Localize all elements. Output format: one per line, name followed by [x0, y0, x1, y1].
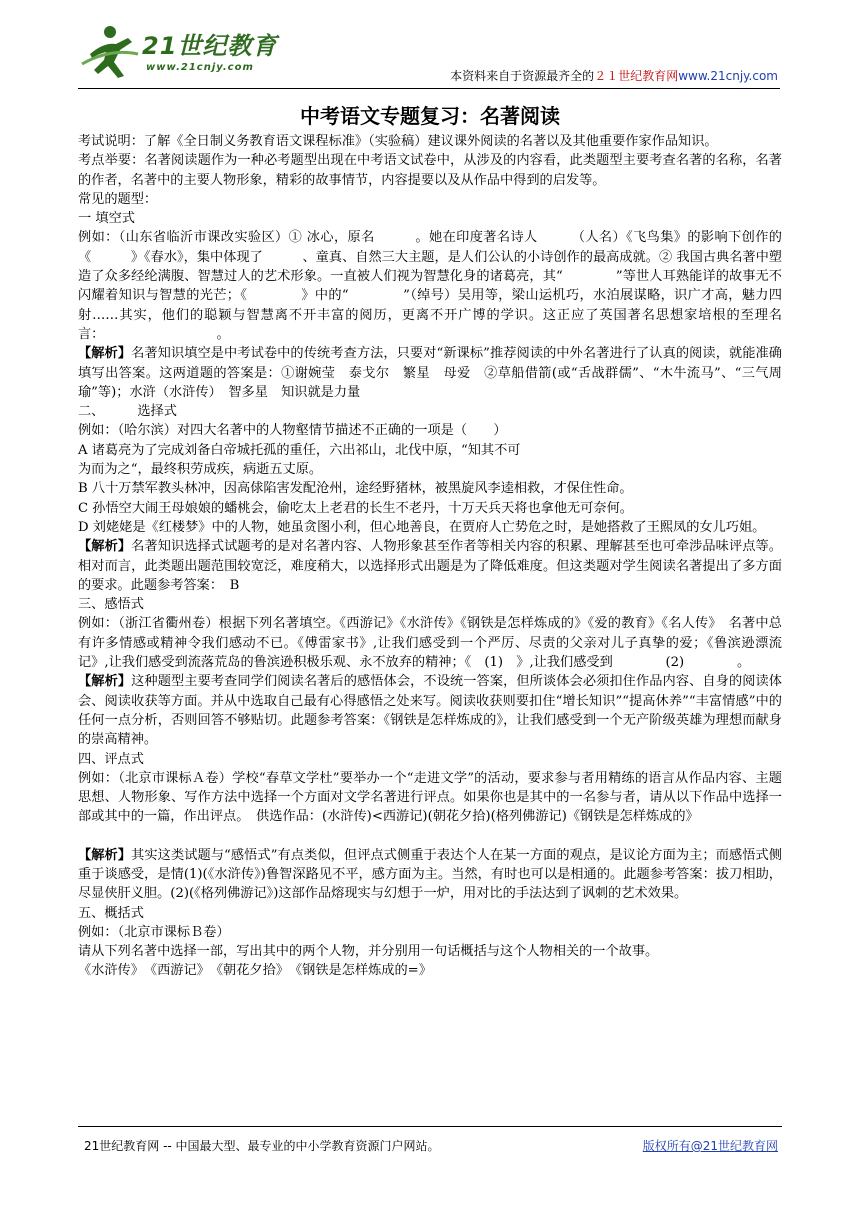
- analysis-label: 【解析】: [78, 674, 132, 690]
- analysis-paragraph: 【解析】其实这类试题与“感悟式”有点类似，但评点式侧重于表达个人在某一方面的观点，是议论方面为主；而感悟式侧重于谈感受，是情(1)(《水浒传》)鲁智深路见不平，感方面为主。当然，有时也可以是相通的。此题参考答案：拔刀相助，尽显侠肝义胆。(2)(《格列佛游记》)这部作品熔现实与幻想于一炉，用对比的手法达到了讽刺的艺术效果。: [78, 847, 782, 902]
- page-header: [78, 18, 780, 89]
- header-source: [450, 67, 778, 84]
- source-site[interactable]: ２１世纪教育网: [594, 69, 679, 83]
- section-heading: 三、感悟式: [78, 597, 144, 613]
- blank-line: [78, 827, 782, 846]
- logo-url: www.21cnjy.com: [146, 62, 254, 73]
- paragraph: 例如：（哈尔滨）对四大名著中的人物壑情节描述不正确的一项是（ ）: [78, 423, 507, 439]
- source-url[interactable]: www.21cnjy.com: [678, 69, 778, 83]
- page-title: 中考语文专题复习：名著阅读: [300, 104, 560, 128]
- paragraph: 请从下列名著中选择一部，写出其中的两个人物，并分别用一句话概括与这个人物相关的一个故事。: [78, 944, 659, 960]
- section-heading: 四、评点式: [78, 751, 144, 767]
- paragraph: 考试说明：了解《全日制义务教育语文课程标准》（实验稿）建议课外阅读的名著以及其他重要作家作品知识。: [78, 134, 718, 149]
- paragraph: 例如：（北京市课标Ｂ卷）: [78, 924, 230, 940]
- footer-text: 21世纪教育网 -- 中国最大型、最专业的中小学教育资源门户网站。: [84, 1139, 440, 1153]
- analysis-paragraph: 【解析】这种题型主要考查同学们阅读名著后的感悟体会，不设统一答案，但所谈体会必须扣住作品内容、自身的阅读体会、阅读收获等方面。并从中选取自己最有心得感悟之处来写。阅读收获则要扣住“增长知识”“提高休养”“丰富情感”中的任何一点分析，否则回答不够贴切。此题参考答案：《钢铁是怎样炼成的》，让我们感受到一个无产阶级英雄为理想而献身的崇高精神。: [78, 674, 782, 748]
- section-heading: 二、 选择式: [78, 404, 177, 420]
- analysis-label: 【解析】: [78, 539, 132, 555]
- document-body: [78, 100, 782, 981]
- logo: [80, 20, 290, 82]
- section-heading: 一 填空式: [78, 211, 135, 227]
- runner-logo-icon: [80, 24, 142, 80]
- paragraph: 常见的题型：: [78, 191, 158, 207]
- source-prefix: 本资料来自于资源最齐全的: [450, 69, 595, 83]
- analysis-label: 【解析】: [78, 847, 132, 863]
- copyright-link[interactable]: 版权所有@21世纪教育网: [642, 1139, 778, 1153]
- paragraph: 《水浒传》 《西游记》 《朝花夕拾》 《钢铁是怎样炼成的=》: [78, 963, 432, 979]
- paragraph: A 诸葛亮为了完成刘备白帝城托孤的重任，六出祁山，北伐中原，“知其不可: [78, 442, 521, 458]
- analysis-label: 【解析】: [78, 346, 132, 362]
- logo-text: 21世纪教育: [142, 32, 278, 60]
- paragraph: 考点举要：名著阅读题作为一种必考题型出现在中考语文试卷中，从涉及的内容看，此类题型主要考查名著的名称，名著的作者，名著中的主要人物形象，精彩的故事情节，内容提要以及从作品中得到的启发等。: [78, 153, 782, 188]
- paragraph: 例如：（山东省临沂市课改实验区）① 冰心，原名 。她在印度著名诗人 （人名）《飞鸟集》的影响下创作的《 》《春水》，集中体现了 、童真、自然三大主题，是人们公认的小诗创作的最高成就。② 我国古典名著中塑造了众多经纶满腹、智慧过人的艺术形象。一直被人们视为智慧化身的诸葛亮，其“ ”等世人耳熟能详的故事无不闪耀着知识与智慧的光芒；《 》中的“ ”（绰号）吴用等，梁山运机巧，水泊展谋略，识广才高，魅力四射……其实，他们的聪颖与智慧离不开丰富的阅历，更离不开广博的学识。这正应了英国著名思想家培根的至理名言： 。: [78, 230, 782, 342]
- paragraph: 为而为之“，最终积劳成疾，病逝五丈原。: [78, 462, 323, 478]
- page-footer: [78, 1126, 782, 1153]
- section-heading: 五、概括式: [78, 905, 144, 921]
- paragraph: 例如：（北京市课标Ａ卷）学校“春草文学杜”要举办一个“走进文学”的活动，要求参与者用精练的语言从作品内容、主题思想、人物形象、写作方法中选择一个方面对文学名著进行评点。如果你也是其中的一名参与者，请从以下作品中选择一部或其中的一篇，作出评点。 供选作品：(水浒传)<西游记)(朝花夕拾)(格列佛游记)《钢铁是怎样炼成的》: [78, 770, 782, 825]
- paragraph: C 孙悟空大闹王母娘娘的蟠桃会，偷吃太上老君的长生不老丹，十万天兵天将也拿他无可奈何。: [78, 500, 633, 516]
- paragraph: B 八十万禁军教头林冲，因高俅陷害发配沧州，途经野猪林，被黑旋风李逵相救，才保住性命。: [78, 481, 633, 497]
- analysis-paragraph: 【解析】名著知识选择式试题考的是对名著内容、人物形象甚至作者等相关内容的积累、理解甚至也可牵涉品味评点等。相对而言，此类题出题范围较宽泛，难度稍大，以选择形式出题是为了降低难度。但这类题对学生阅读名著提出了多方面的要求。此题参考答案： B: [78, 539, 782, 593]
- paragraph: 例如：（浙江省衢州卷）根据下列名著填空。《西游记》《水浒传》《钢铁是怎样炼成的》《爱的教育》《名人传》 名著中总有许多情感或精神令我们感动不已。《傅雷家书》,让我们感受到一个严厉、尽责的父亲对儿子真挚的爱；《鲁滨逊漂流记》,让我们感受到流落荒岛的鲁滨逊积极乐观、永不放弃的精神；《 (1) 》,让我们感受到 (2) 。: [78, 616, 782, 671]
- analysis-paragraph: 【解析】名著知识填空是中考试卷中的传统考查方法，只要对“新课标”推荐阅读的中外名著进行了认真的阅读，就能准确填写出答案。这两道题的答案是：①谢婉莹 泰戈尔 繁星 母爱 ②草船借箭(或“舌战群儒”、“木牛流马”、“三气周瑜”等)；水浒（水浒传） 智多星 知识就是力量: [78, 346, 782, 400]
- paragraph: D 刘姥姥是《红楼梦》中的人物，她虽贪图小利，但心地善良，在贾府人亡势危之时，是她搭救了王熙凤的女儿巧姐。: [78, 519, 766, 535]
